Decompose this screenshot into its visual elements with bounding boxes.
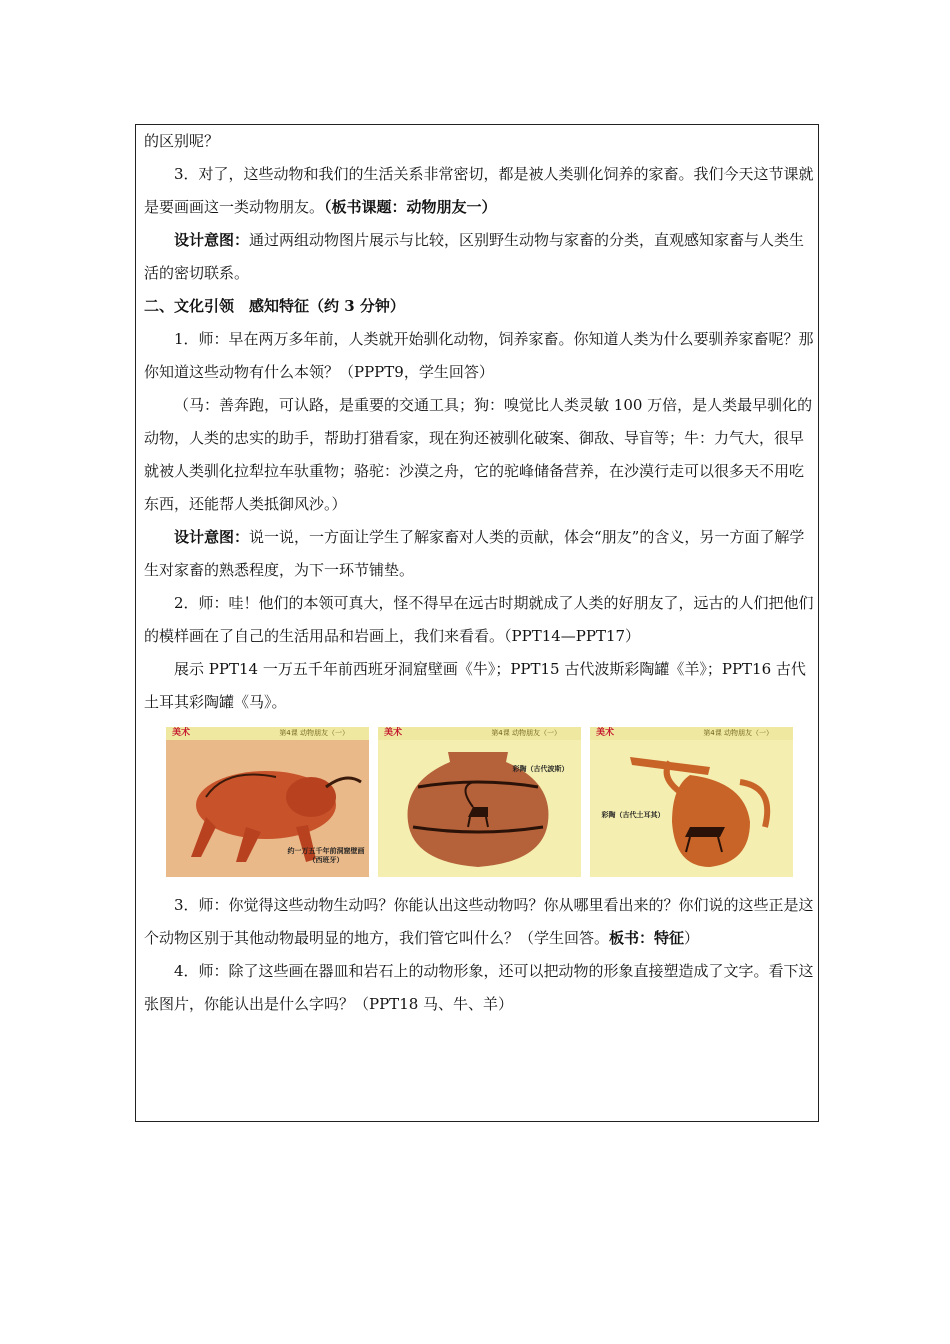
slide-caption: 彩陶（古代土耳其） xyxy=(601,811,665,819)
slide-logo: 美术 xyxy=(596,728,615,738)
section-heading-2: 二、文化引领 感知特征（约 3 分钟） xyxy=(144,297,405,315)
slide-persian-pot xyxy=(378,727,581,877)
paragraph-teacher-4: 4．师：除了这些画在器皿和岩石上的动物形象，还可以把动物的形象直接塑造成了文字。看下这张图片，你能认出是什么字吗？（PPT18 马、牛、羊） xyxy=(144,962,814,1013)
board-title: （板书课题：动物朋友一） xyxy=(324,198,497,216)
paragraph-teacher-3: 3．师：你觉得这些动物生动吗？你能认出这些动物吗？你从哪里看出来的？你们说的这些正是这个动物区别于其他动物最明显的地方，我们管它叫什么？（学生回答。板书：特征） xyxy=(144,896,814,947)
slide-logo: 美术 xyxy=(172,728,191,738)
paragraph-teacher-2: 2．师：哇！他们的本领可真大，怪不得早在远古时期就成了人类的好朋友了，远古的人们把他们的模样画在了自己的生活用品和岩画上，我们来看看。（PPT14—PPT17） xyxy=(144,594,814,645)
persian-pot-image xyxy=(378,727,581,877)
paragraph-teacher-1: 1．师：早在两万多年前，人类就开始驯化动物，饲养家畜。你知道人类为什么要驯养家畜呢？那你知道这些动物有什么本领？（PPPT9，学生回答） xyxy=(144,330,814,381)
slide-logo: 美术 xyxy=(384,728,403,738)
board-feature: 板书：特征 xyxy=(609,929,685,947)
slide-cave-bull xyxy=(166,727,369,877)
paragraph-continued: 的区别呢？ xyxy=(144,132,220,150)
slide-caption: 彩陶（古代波斯） xyxy=(512,765,569,773)
slide-caption: 约一万五千年前洞窟壁画（西班牙） xyxy=(287,847,365,864)
design-intent-1: 设计意图：通过两组动物图片展示与比较，区别野生动物与家畜的分类，直观感知家畜与人类生活的密切联系。 xyxy=(144,231,805,282)
turkish-pot-image xyxy=(590,727,793,877)
lesson-table-cell xyxy=(135,124,819,1122)
slide-images xyxy=(144,727,814,889)
slide-turkish-pot xyxy=(590,727,793,877)
design-intent-2: 设计意图：说一说，一方面让学生了解家畜对人类的贡献，体会“朋友”的含义，另一方面了解学生对家畜的熟悉程度，为下一环节铺垫。 xyxy=(144,528,805,579)
paragraph-ppt-list: 展示 PPT14 一万五千年前西班牙洞窟壁画《牛》；PPT15 古代波斯彩陶罐《羊》；PPT16 古代土耳其彩陶罐《马》。 xyxy=(144,660,806,711)
slide-header: 第4课 动物朋友（一） xyxy=(491,729,561,737)
paragraph-3: 3．对了，这些动物和我们的生活关系非常密切，都是被人类驯化饲养的家畜。我们今天这节课就是要画画这一类动物朋友。（板书课题：动物朋友一） xyxy=(144,165,814,216)
lesson-content xyxy=(144,125,814,1021)
slide-header: 第4课 动物朋友（一） xyxy=(703,729,773,737)
paragraph-animal-skills: （马：善奔跑，可认路，是重要的交通工具；狗：嗅觉比人类灵敏 100 万倍，是人类最早驯化的动物，人类的忠实的助手，帮助打猎看家，现在狗还被驯化破案、御敌、导盲等；牛：力气大，很早就被人类驯化拉犁拉车驮重物；骆驼：沙漠之舟，它的驼峰储备营养，在沙漠行走可以很多天不用吃东西，还能帮人类抵御风沙。） xyxy=(144,396,813,513)
slide-header: 第4课 动物朋友（一） xyxy=(279,729,349,737)
